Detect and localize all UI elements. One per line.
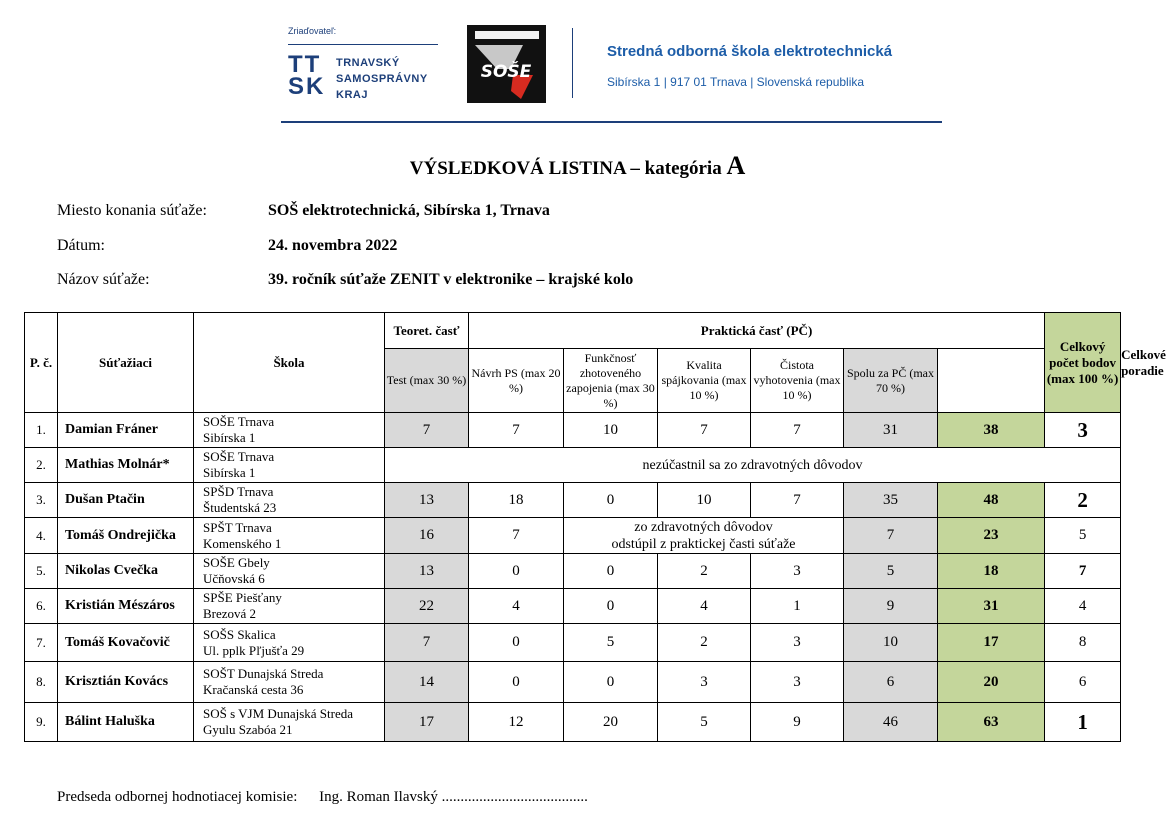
table-row: [25, 483, 1121, 518]
row-test: 7: [385, 624, 469, 662]
col-header-design: Návrh PS (max 20 %): [469, 349, 564, 413]
col-header-cleanliness: Čistota vyhotovenia (max 10 %): [751, 349, 844, 413]
row-soldering: 3: [658, 662, 751, 703]
row-pc-total: 31: [844, 413, 938, 448]
ttsk-logo-bottom: SK: [288, 73, 326, 100]
row-name: Kristián Mészáros: [58, 589, 194, 624]
row-total: 18: [938, 554, 1045, 589]
row-soldering: 5: [658, 703, 751, 742]
row-school: [194, 413, 385, 448]
table-row: [25, 554, 1121, 589]
header-divider: [572, 28, 573, 98]
row-total: 31: [938, 589, 1045, 624]
row-pc-total: 35: [844, 483, 938, 518]
row-no: 2.: [25, 448, 58, 483]
table-row: [25, 703, 1121, 742]
row-design: 18: [469, 483, 564, 518]
row-total: 17: [938, 624, 1045, 662]
row-school: [194, 483, 385, 518]
school-line: SOŠE Gbely: [203, 555, 270, 570]
table-row: [25, 448, 1121, 483]
title-category: A: [726, 151, 746, 180]
row-school: [194, 624, 385, 662]
school-line: Gyulu Szabóa 21: [203, 722, 293, 737]
row-pc-total: 46: [844, 703, 938, 742]
row-rank: 2: [1045, 483, 1121, 518]
row-pc-total: 9: [844, 589, 938, 624]
row-soldering: 7: [658, 413, 751, 448]
committee-chair-name: Ing. Roman Ilavský .......................................: [319, 789, 588, 805]
col-header-contestant: Súťažiaci: [58, 313, 194, 413]
row-name: Damian Fráner: [58, 413, 194, 448]
col-header-total-points: Celkový počet bodov (max 100 %): [1045, 313, 1121, 413]
row-name: Tomáš Kovačovič: [58, 624, 194, 662]
row-design: 0: [469, 662, 564, 703]
row-cleanliness: 7: [751, 413, 844, 448]
row-test: 17: [385, 703, 469, 742]
col-header-no: P. č.: [25, 313, 58, 413]
row-pc-total: 7: [844, 518, 938, 554]
row-function: 0: [564, 662, 658, 703]
school-line: SPŠD Trnava: [203, 484, 274, 499]
founder-divider: [288, 44, 438, 45]
row-design: 7: [469, 518, 564, 554]
competition-value: 39. ročník súťaže ZENIT v elektronike – krajské kolo: [268, 271, 634, 288]
col-header-function: Funkčnosť zhotoveného zapojenia (max 30 %): [564, 349, 658, 413]
school-line: SOŠE Trnava: [203, 449, 275, 464]
row-no: 6.: [25, 589, 58, 624]
school-logo-text: SOŠE: [480, 62, 532, 82]
school-line: Brezová 2: [203, 606, 257, 621]
row-design: 0: [469, 554, 564, 589]
competition-label: Názov súťaže:: [57, 271, 150, 288]
row-school: [194, 554, 385, 589]
school-line: Učňovská 6: [203, 571, 265, 586]
row-rank: 7: [1045, 554, 1121, 589]
row-note: nezúčastnil sa zo zdravotných dôvodov: [385, 448, 1121, 483]
row-note: [564, 518, 844, 554]
row-test: 14: [385, 662, 469, 703]
school-line: Komenského 1: [203, 535, 282, 551]
venue-label: Miesto konania súťaže:: [57, 202, 207, 219]
table-row: [25, 624, 1121, 662]
row-pc-total: 5: [844, 554, 938, 589]
header-row: P. č. Súťažiaci Škola Teoret. časť Praktická časť (PČ) Celkový počet bodov (max 100 %) Celkové poradie: [25, 313, 1121, 349]
row-design: 12: [469, 703, 564, 742]
table-row: [25, 518, 1121, 554]
col-header-theory: Teoret. časť: [385, 313, 469, 349]
school-logo: [467, 25, 546, 103]
row-name: Tomáš Ondrejička: [58, 518, 194, 554]
row-no: 8.: [25, 662, 58, 703]
school-line: SOŠT Dunajská Streda: [203, 666, 324, 681]
row-function: 5: [564, 624, 658, 662]
row-rank: 3: [1045, 413, 1121, 448]
row-name: Mathias Molnár*: [58, 448, 194, 483]
row-total: 63: [938, 703, 1045, 742]
row-school: [194, 662, 385, 703]
note-line: zo zdravotných dôvodov: [634, 519, 773, 535]
row-function: 0: [564, 589, 658, 624]
row-soldering: 2: [658, 554, 751, 589]
row-rank: 5: [1045, 518, 1121, 554]
row-no: 9.: [25, 703, 58, 742]
school-line: SOŠE Trnava: [203, 414, 275, 429]
founder-label: Zriaďovateľ:: [288, 26, 337, 36]
row-function: 0: [564, 554, 658, 589]
school-line: SPŠE Piešťany: [203, 590, 282, 605]
row-function: 0: [564, 483, 658, 518]
row-cleanliness: 3: [751, 662, 844, 703]
ttsk-logo-top: TT: [288, 51, 322, 78]
row-no: 4.: [25, 518, 58, 554]
school-line: SPŠT Trnava: [203, 519, 272, 535]
row-rank: 8: [1045, 624, 1121, 662]
row-name: Nikolas Cvečka: [58, 554, 194, 589]
row-no: 1.: [25, 413, 58, 448]
row-total: 38: [938, 413, 1045, 448]
signature-line: [57, 789, 588, 806]
date-label: Dátum:: [57, 237, 105, 254]
row-soldering: 4: [658, 589, 751, 624]
row-function: 20: [564, 703, 658, 742]
row-test: 13: [385, 483, 469, 518]
row-name: Dušan Ptačin: [58, 483, 194, 518]
table-row: [25, 662, 1121, 703]
row-no: 7.: [25, 624, 58, 662]
school-line: Sibírska 1: [203, 465, 256, 480]
row-cleanliness: 3: [751, 624, 844, 662]
table-row: [25, 589, 1121, 624]
header-rule: [281, 121, 942, 123]
row-total: 23: [938, 518, 1045, 554]
document-title: [0, 151, 1155, 181]
row-test: 22: [385, 589, 469, 624]
col-header-pc-total: Spolu za PČ (max 70 %): [844, 349, 938, 413]
school-line: SOŠS Skalica: [203, 626, 276, 642]
row-pc-total: 10: [844, 624, 938, 662]
row-total: 48: [938, 483, 1045, 518]
school-line: SOŠ s VJM Dunajská Streda: [203, 706, 353, 721]
row-design: 7: [469, 413, 564, 448]
row-soldering: 10: [658, 483, 751, 518]
school-line: Študentská 23: [203, 500, 277, 515]
date-value: 24. novembra 2022: [268, 237, 398, 254]
row-school: [194, 589, 385, 624]
row-cleanliness: 1: [751, 589, 844, 624]
row-test: 7: [385, 413, 469, 448]
col-header-school: Škola: [194, 313, 385, 413]
founder-name-line: SAMOSPRÁVNY: [336, 73, 428, 85]
school-line: Kračanská cesta 36: [203, 682, 304, 697]
row-no: 3.: [25, 483, 58, 518]
table-row: [25, 413, 1121, 448]
row-design: 0: [469, 624, 564, 662]
note-line: odstúpil z praktickej časti súťaže: [611, 536, 796, 552]
letterhead: [0, 0, 1155, 130]
row-name: Bálint Haluška: [58, 703, 194, 742]
row-function: 10: [564, 413, 658, 448]
row-no: 5.: [25, 554, 58, 589]
school-logo-graphic: [467, 25, 546, 103]
row-school: [194, 518, 385, 554]
title-main: VÝSLEDKOVÁ LISTINA – kategória: [409, 158, 722, 179]
school-line: Ul. pplk Pľjušťa 29: [203, 642, 305, 658]
school-address: Sibírska 1 | 917 01 Trnava | Slovenská republika: [607, 75, 865, 89]
row-test: 13: [385, 554, 469, 589]
row-rank: 4: [1045, 589, 1121, 624]
founder-name-line: TRNAVSKÝ: [336, 57, 400, 69]
committee-chair-label: Predseda odbornej hodnotiacej komisie:: [57, 789, 298, 805]
founder-name-line: KRAJ: [336, 89, 368, 101]
founder-name: [336, 55, 428, 103]
row-pc-total: 6: [844, 662, 938, 703]
row-rank: 6: [1045, 662, 1121, 703]
row-cleanliness: 3: [751, 554, 844, 589]
row-school: [194, 703, 385, 742]
school-name: Stredná odborná škola elektrotechnická: [607, 43, 893, 60]
ttsk-logo-mark: [288, 51, 326, 100]
results-table: [24, 312, 1166, 742]
venue-value: SOŠ elektrotechnická, Sibírska 1, Trnava: [268, 202, 550, 219]
row-test: 16: [385, 518, 469, 554]
row-soldering: 2: [658, 624, 751, 662]
row-cleanliness: 9: [751, 703, 844, 742]
row-design: 4: [469, 589, 564, 624]
row-school: [194, 448, 385, 483]
row-total: 20: [938, 662, 1045, 703]
col-header-practical: Praktická časť (PČ): [469, 313, 1045, 349]
school-line: Sibírska 1: [203, 430, 256, 445]
row-cleanliness: 7: [751, 483, 844, 518]
col-header-test: Test (max 30 %): [385, 349, 469, 413]
col-header-soldering: Kvalita spájkovania (max 10 %): [658, 349, 751, 413]
row-rank: 1: [1045, 703, 1121, 742]
row-name: Krisztián Kovács: [58, 662, 194, 703]
